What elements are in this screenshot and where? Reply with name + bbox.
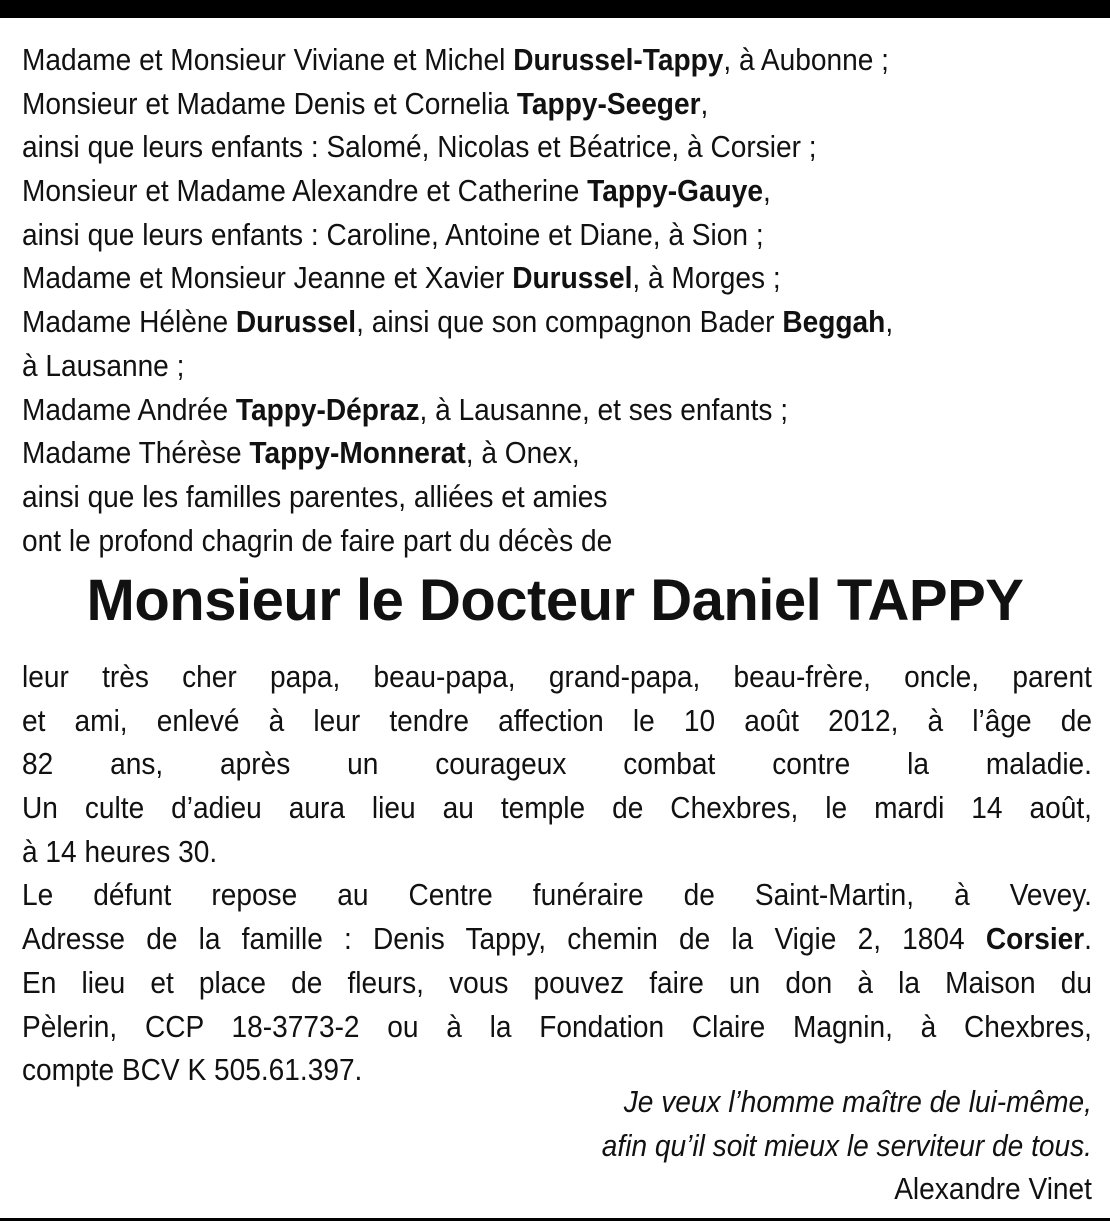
text-segment: Monsieur et Madame Alexandre et Catherine (22, 173, 588, 209)
text-segment: . (1084, 921, 1092, 957)
family-line (22, 169, 1092, 213)
quote-author: Alexandre Vinet (894, 1171, 1092, 1207)
family-line (22, 300, 1092, 344)
bold-name: Beggah (782, 304, 886, 340)
body-line (22, 1005, 1092, 1049)
quote-line: afin qu’il soit mieux le serviteur de tous. (601, 1127, 1092, 1163)
text-segment: compte BCV K 505.61.397. (22, 1052, 363, 1088)
family-line (22, 344, 1092, 388)
text-segment: Monsieur et Madame Denis et Cornelia (22, 85, 517, 121)
text-segment: Un culte d’adieu aura lieu au temple de Chexbres, le mardi 14 août, (22, 790, 1092, 826)
text-segment: Adresse de la famille : Denis Tappy, chemin de la Vigie 2, 1804 (22, 921, 986, 957)
body-line (22, 699, 1092, 743)
text-segment: En lieu et place de fleurs, vous pouvez faire un don à la Maison du (22, 964, 1092, 1000)
bold-name: Tappy-Monnerat (249, 435, 466, 471)
text-segment: à Lausanne ; (22, 347, 185, 383)
text-segment: Madame Andrée (22, 391, 236, 427)
family-list (22, 38, 1092, 562)
text-segment: Pèlerin, CCP 18-3773-2 ou à la Fondation Claire Magnin, à Chexbres, (22, 1008, 1092, 1044)
body-line (22, 655, 1092, 699)
text-segment: , à Morges ; (632, 260, 781, 296)
text-segment: ainsi que les familles parentes, alliées et amies (22, 478, 608, 514)
family-line (22, 38, 1092, 82)
text-segment: Madame et Monsieur Viviane et Michel (22, 42, 514, 77)
text-segment: Le défunt repose au Centre funéraire de Saint-Martin, à Vevey. (22, 877, 1092, 913)
text-segment: Madame Thérèse (22, 435, 250, 471)
text-segment: leur très cher papa, beau-papa, grand-papa, beau-frère, oncle, parent (22, 659, 1092, 694)
bold-name: Tappy-Seeger (516, 85, 701, 121)
text-segment: à 14 heures 30. (22, 833, 218, 869)
body-line (22, 830, 1092, 874)
quote-block (22, 1080, 1092, 1211)
family-line (22, 519, 1092, 563)
family-line (22, 213, 1092, 257)
bold-name: Durussel-Tappy (513, 42, 724, 77)
bold-name: Durussel (235, 304, 357, 340)
body-line (22, 917, 1092, 961)
text-segment: , (763, 173, 771, 209)
body-line (22, 873, 1092, 917)
text-segment: , à Lausanne, et ses enfants ; (419, 391, 789, 427)
deceased-name-title: Monsieur le Docteur Daniel TAPPY (86, 568, 1024, 633)
text-segment: Madame Hélène (22, 304, 236, 340)
bold-name: Durussel (512, 260, 633, 296)
family-line (22, 125, 1092, 169)
family-line (22, 431, 1092, 475)
family-line (22, 82, 1092, 126)
family-line (22, 256, 1092, 300)
bold-name: Tappy-Dépraz (235, 391, 420, 427)
text-segment: , (885, 304, 894, 340)
text-segment: et ami, enlevé à leur tendre affection le 10 août 2012, à l’âge de (22, 702, 1092, 738)
text-segment: 82 ans, après un courageux combat contre la maladie. (22, 746, 1092, 782)
bold-name: Corsier (985, 921, 1085, 957)
text-segment: ainsi que leurs enfants : Salomé, Nicolas et Béatrice, à Corsier ; (22, 129, 817, 165)
text-segment: ainsi que leurs enfants : Caroline, Antoine et Diane, à Sion ; (22, 216, 764, 252)
family-line (22, 475, 1092, 519)
bold-name: Tappy-Gauye (587, 173, 764, 209)
body-line (22, 786, 1092, 830)
text-segment: , (700, 85, 709, 121)
text-segment: , ainsi que son compagnon Bader (356, 304, 783, 340)
quote-line: Je veux l’homme maître de lui-même, (623, 1084, 1092, 1119)
bottom-border (0, 1218, 1110, 1221)
text-segment: ont le profond chagrin de faire part du décès de (22, 522, 613, 558)
text-segment: , à Aubonne ; (723, 42, 889, 77)
text-segment: , à Onex, (465, 435, 580, 471)
top-border (0, 0, 1110, 18)
body-line (22, 742, 1092, 786)
family-line (22, 388, 1092, 432)
text-segment: Madame et Monsieur Jeanne et Xavier (22, 260, 513, 296)
body-line (22, 961, 1092, 1005)
announcement-body (22, 655, 1092, 1092)
